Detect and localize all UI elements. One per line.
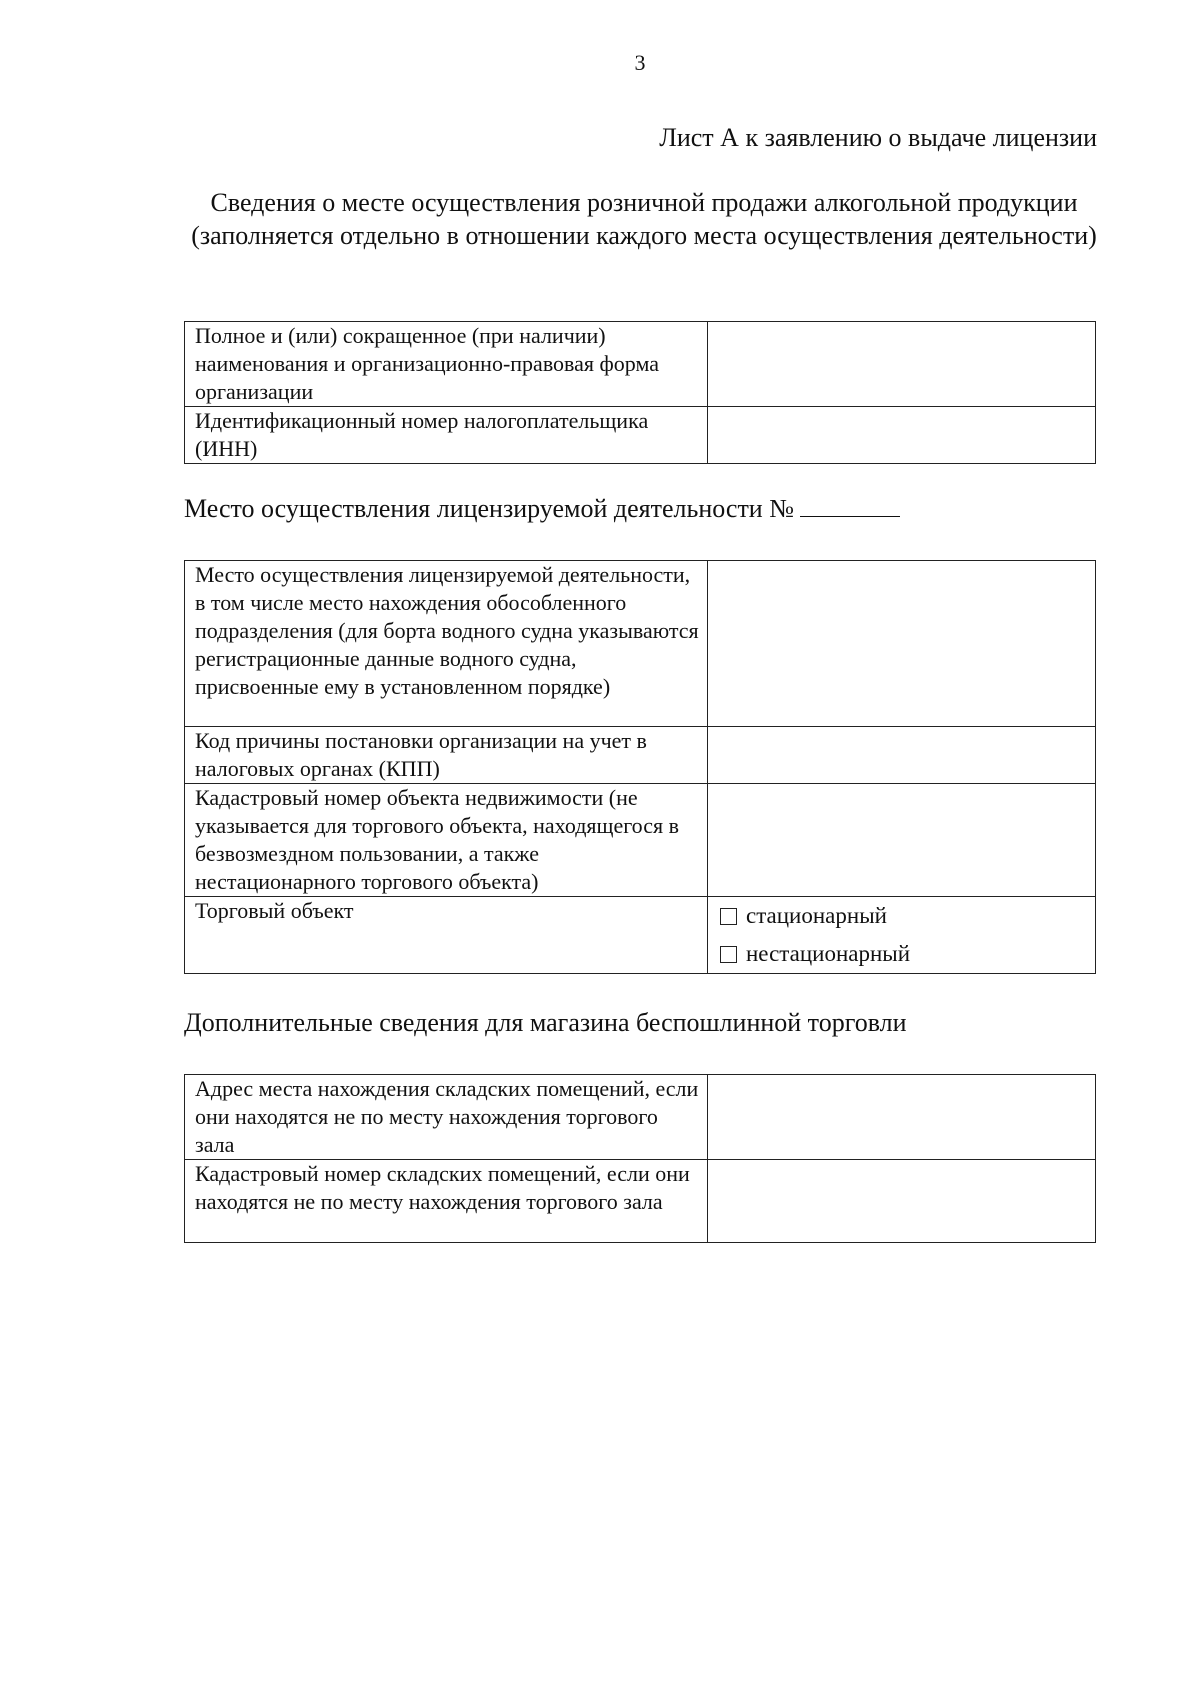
inn-label: Идентификационный номер налогоплательщика (ИНН) (185, 407, 708, 464)
dutyfree-table (184, 1074, 1096, 1243)
kpp-field[interactable] (708, 727, 1096, 784)
table-row (185, 1075, 1096, 1160)
checkbox-stationary[interactable] (720, 908, 737, 925)
option-stationary-label: стационарный (746, 903, 887, 928)
warehouse-cadastral-label: Кадастровый номер складских помещений, если они находятся не по месту нахождения торгового зала (185, 1160, 708, 1243)
warehouse-cadastral-field[interactable] (708, 1160, 1096, 1243)
option-nonstationary-label: нестационарный (746, 941, 911, 966)
place-heading (184, 494, 900, 524)
place-label: Место осуществления лицензируемой деятельности, в том числе место нахождения обособленного подразделения (для борта водного судна указываются регистрационные данные водного судна, присвоенные ему в установленном порядке) (185, 561, 708, 727)
table-row (185, 407, 1096, 464)
trade-object-label: Торговый объект (185, 897, 708, 974)
inn-field[interactable] (708, 407, 1096, 464)
warehouse-address-field[interactable] (708, 1075, 1096, 1160)
org-name-field[interactable] (708, 322, 1096, 407)
dutyfree-heading: Дополнительные сведения для магазина беспошлинной торговли (184, 1008, 907, 1037)
table-row (185, 1160, 1096, 1243)
cadastral-label: Кадастровый номер объекта недвижимости (не указывается для торгового объекта, находящегося в безвозмездном пользовании, а также нестационарного торгового объекта) (185, 784, 708, 897)
cadastral-field[interactable] (708, 784, 1096, 897)
place-heading-text: Место осуществления лицензируемой деятельности № (184, 494, 795, 523)
checkbox-nonstationary[interactable] (720, 946, 737, 963)
place-table (184, 560, 1096, 974)
option-stationary[interactable] (720, 897, 1083, 935)
table-row (185, 784, 1096, 897)
sheet-title: Лист А к заявлению о выдаче лицензии (659, 123, 1097, 152)
table-row (185, 727, 1096, 784)
place-field[interactable] (708, 561, 1096, 727)
section-heading: Сведения о месте осуществления розничной продажи алкогольной продукции (заполняется отдельно в отношении каждого места осуществления деятельности) (191, 188, 1097, 250)
kpp-label: Код причины постановки организации на учет в налоговых органах (КПП) (185, 727, 708, 784)
table-row (185, 322, 1096, 407)
place-number-blank[interactable] (800, 494, 900, 517)
table-row (185, 561, 1096, 727)
warehouse-address-label: Адрес места нахождения складских помещений, если они находятся не по месту нахождения торгового зала (185, 1075, 708, 1160)
org-name-label: Полное и (или) сокращенное (при наличии) наименования и организационно-правовая форма организации (185, 322, 708, 407)
option-nonstationary[interactable] (720, 935, 1083, 973)
organization-table (184, 321, 1096, 464)
table-row (185, 897, 1096, 974)
trade-object-options (708, 897, 1096, 974)
page-number: 3 (634, 50, 646, 75)
